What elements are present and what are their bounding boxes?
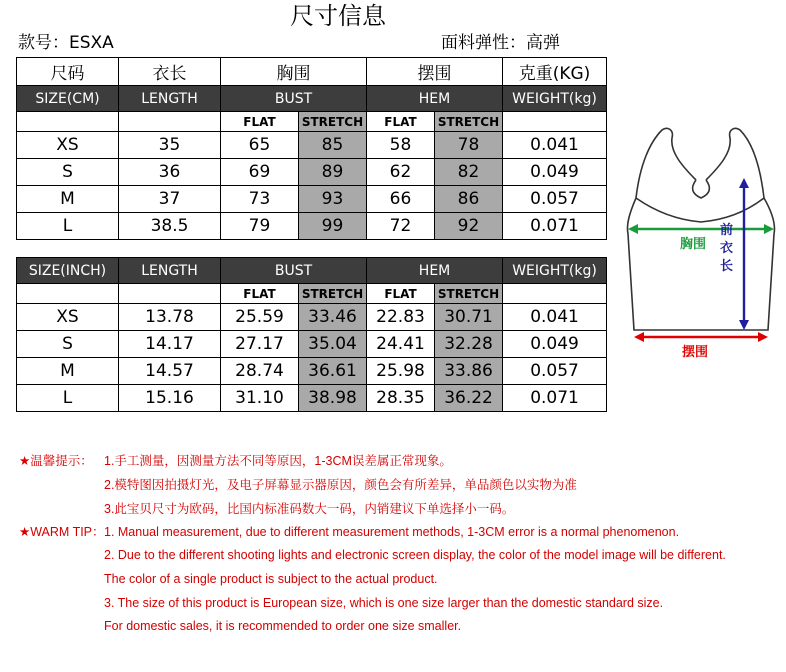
cell-weight: 0.049 [503, 159, 607, 186]
sub-header-row [17, 112, 607, 132]
cell-hem-flat: 24.41 [367, 331, 435, 358]
cell-size: XS [17, 132, 119, 159]
cell-length: 14.17 [119, 331, 221, 358]
sub-bust-stretch: STRETCH [299, 112, 367, 132]
size-table-cm [16, 57, 607, 240]
cell-size: XS [17, 304, 119, 331]
en-tip-line: 2. Due to the different shooting lights and electronic screen display, the color of the model image will be different. [104, 548, 726, 562]
header-hem: HEM [367, 258, 503, 284]
cell-size: M [17, 186, 119, 213]
cell-bust-flat: 79 [221, 213, 299, 240]
sub-bust-stretch: STRETCH [299, 284, 367, 304]
table-row [17, 159, 607, 186]
cell-bust-flat: 69 [221, 159, 299, 186]
cell-size: L [17, 385, 119, 412]
cell-length: 14.57 [119, 358, 221, 385]
cell-hem-stretch: 30.71 [435, 304, 503, 331]
table-row [17, 331, 607, 358]
cn-tip-line: 2.模特图因拍摄灯光，及电子屏幕显示器原因，颜色会有所差异，单品颜色以实物为准 [104, 478, 577, 492]
cell-bust-stretch: 35.04 [299, 331, 367, 358]
cell-bust-stretch: 36.61 [299, 358, 367, 385]
cell-hem-flat: 58 [367, 132, 435, 159]
cell-bust-flat: 25.59 [221, 304, 299, 331]
cell-length: 36 [119, 159, 221, 186]
sub-hem-stretch: STRETCH [435, 284, 503, 304]
cn-tip-label: ★温馨提示： [19, 454, 93, 468]
cell-hem-flat: 25.98 [367, 358, 435, 385]
cell-size: S [17, 159, 119, 186]
table-row [17, 213, 607, 240]
cell-weight: 0.071 [503, 213, 607, 240]
header-weight: WEIGHT(kg) [503, 258, 607, 284]
bust-arrow [628, 224, 774, 234]
sub-hem-flat: FLAT [367, 284, 435, 304]
sub-header-row [17, 284, 607, 304]
chinese-header-row [17, 58, 607, 86]
header-hem: HEM [367, 86, 503, 112]
length-label-3: 长 [720, 259, 734, 274]
cell-hem-flat: 22.83 [367, 304, 435, 331]
cell-bust-flat: 28.74 [221, 358, 299, 385]
cell-bust-flat: 27.17 [221, 331, 299, 358]
cn-tip-line: 3.此宝贝尺寸为欧码，比国内标准码数大一码，内销建议下单选择小一码。 [104, 502, 515, 516]
garment-measurement-diagram [618, 124, 784, 364]
header-weight-cn: 克重(KG) [503, 58, 607, 86]
en-tip-line: 3. The size of this product is European size, which is one size larger than the domestic standard size. [104, 596, 664, 610]
sub-bust-flat: FLAT [221, 284, 299, 304]
header-bust: BUST [221, 258, 367, 284]
en-tip-line: For domestic sales, it is recommended to order one size smaller. [104, 619, 462, 633]
header-length: LENGTH [119, 258, 221, 284]
table-row [17, 358, 607, 385]
cell-hem-flat: 28.35 [367, 385, 435, 412]
cell-bust-stretch: 99 [299, 213, 367, 240]
sub-hem-flat: FLAT [367, 112, 435, 132]
cell-hem-stretch: 36.22 [435, 385, 503, 412]
length-label-2: 衣 [720, 241, 734, 256]
cell-hem-stretch: 86 [435, 186, 503, 213]
cell-length: 37 [119, 186, 221, 213]
cell-weight: 0.041 [503, 304, 607, 331]
cell-bust-stretch: 93 [299, 186, 367, 213]
cell-size: M [17, 358, 119, 385]
page-title: 尺寸信息 [290, 2, 386, 30]
cell-bust-stretch: 89 [299, 159, 367, 186]
cell-hem-flat: 66 [367, 186, 435, 213]
cell-size: S [17, 331, 119, 358]
cell-length: 15.16 [119, 385, 221, 412]
header-hem-cn: 摆围 [367, 58, 503, 86]
hem-arrow [634, 332, 768, 342]
cell-bust-stretch: 38.98 [299, 385, 367, 412]
cell-hem-stretch: 82 [435, 159, 503, 186]
cell-length: 35 [119, 132, 221, 159]
length-arrow [739, 178, 749, 330]
cell-hem-flat: 72 [367, 213, 435, 240]
table-row [17, 385, 607, 412]
header-size-cn: 尺码 [17, 58, 119, 86]
cell-weight: 0.057 [503, 186, 607, 213]
cell-size: L [17, 213, 119, 240]
english-header-row [17, 86, 607, 112]
header-size: SIZE(INCH) [17, 258, 119, 284]
table-row [17, 304, 607, 331]
cell-hem-stretch: 92 [435, 213, 503, 240]
header-length-cn: 衣长 [119, 58, 221, 86]
cell-bust-flat: 65 [221, 132, 299, 159]
cell-bust-flat: 73 [221, 186, 299, 213]
bust-label: 胸围 [680, 237, 707, 252]
cell-weight: 0.049 [503, 331, 607, 358]
header-length: LENGTH [119, 86, 221, 112]
cell-bust-flat: 31.10 [221, 385, 299, 412]
cell-bust-stretch: 85 [299, 132, 367, 159]
cell-length: 13.78 [119, 304, 221, 331]
en-tip-line: 1. Manual measurement, due to different measurement methods, 1-3CM error is a normal phenomenon. [104, 525, 680, 539]
fabric-elasticity: 面料弹性：高弹 [441, 33, 560, 53]
size-table-inch [16, 257, 607, 412]
style-number: 款号：ESXA [18, 33, 114, 53]
header-bust-cn: 胸围 [221, 58, 367, 86]
cell-weight: 0.071 [503, 385, 607, 412]
length-label-1: 前 [720, 223, 734, 238]
table-row [17, 186, 607, 213]
cell-length: 38.5 [119, 213, 221, 240]
en-tip-line: The color of a single product is subject to the actual product. [104, 572, 438, 586]
cell-hem-stretch: 33.86 [435, 358, 503, 385]
hem-label: 摆围 [682, 345, 709, 360]
header-size: SIZE(CM) [17, 86, 119, 112]
english-header-row [17, 258, 607, 284]
header-bust: BUST [221, 86, 367, 112]
cell-weight: 0.057 [503, 358, 607, 385]
sub-hem-stretch: STRETCH [435, 112, 503, 132]
cell-hem-stretch: 32.28 [435, 331, 503, 358]
en-tip-label: ★WARM TIP： [19, 525, 105, 539]
header-weight: WEIGHT(kg) [503, 86, 607, 112]
cn-tip-line: 1.手工测量，因测量方法不同等原因，1-3CM误差属正常现象。 [104, 454, 452, 468]
cell-bust-stretch: 33.46 [299, 304, 367, 331]
cell-weight: 0.041 [503, 132, 607, 159]
table-row [17, 132, 607, 159]
sub-bust-flat: FLAT [221, 112, 299, 132]
cell-hem-flat: 62 [367, 159, 435, 186]
cell-hem-stretch: 78 [435, 132, 503, 159]
